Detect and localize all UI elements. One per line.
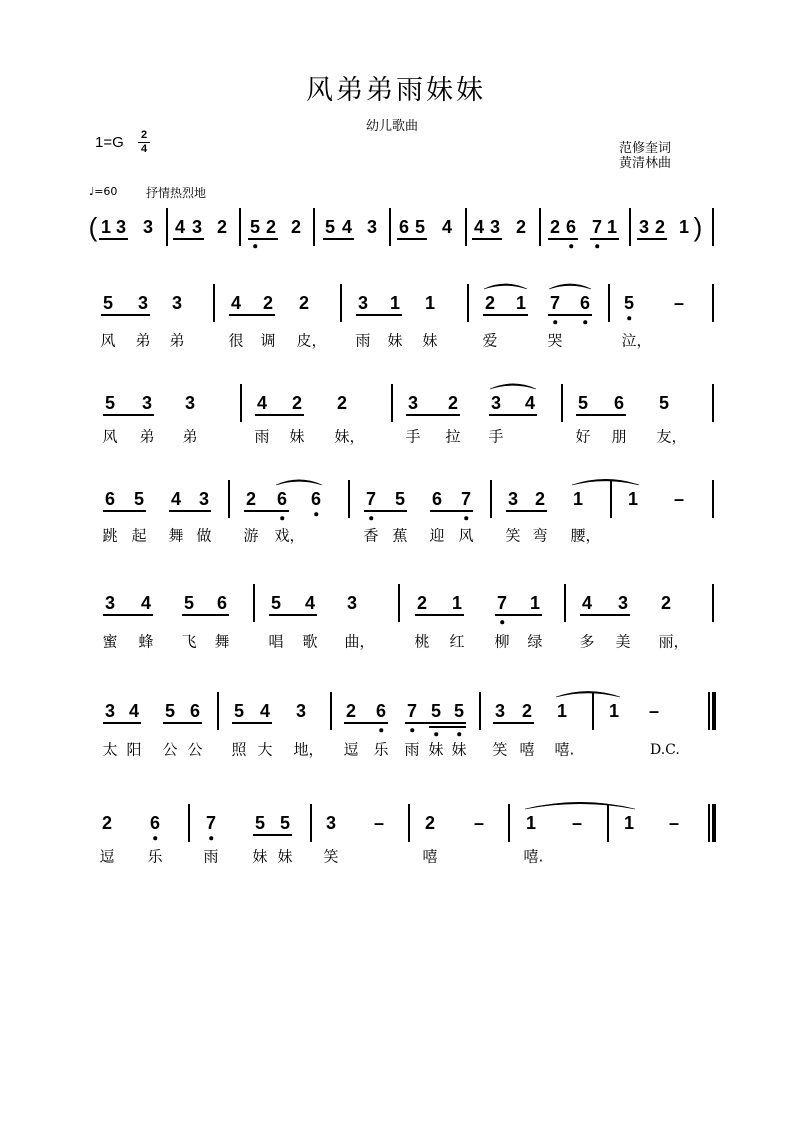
barline	[508, 804, 510, 842]
low-octave-dot	[434, 732, 438, 736]
note: 6	[104, 489, 116, 509]
note: 5	[104, 393, 116, 413]
sustain-dash: –	[668, 813, 680, 833]
note: 6	[189, 701, 201, 721]
note: 2	[515, 217, 527, 237]
lyric-syllable: 妹	[289, 427, 305, 446]
note: 4	[524, 393, 536, 413]
note: 1	[608, 701, 620, 721]
lyric-syllable: 妹	[422, 331, 438, 350]
low-octave-dot	[457, 732, 461, 736]
barline	[389, 208, 391, 246]
note: 4	[128, 701, 140, 721]
note: 3	[191, 217, 203, 237]
lyric-syllable: 弟	[139, 427, 155, 446]
note: 4	[259, 701, 271, 721]
note: 2	[265, 217, 277, 237]
note: 2	[262, 293, 274, 313]
key-signature: 1=G	[95, 134, 124, 151]
eighth-underline	[483, 314, 528, 316]
tempo-expression: 抒情热烈地	[146, 186, 207, 200]
lyric-syllable: 妹，	[334, 427, 365, 446]
note: 3	[366, 217, 378, 237]
note: 3	[171, 293, 183, 313]
lyric-syllable: 多	[579, 632, 595, 651]
note: 7	[406, 701, 418, 721]
barline	[239, 208, 241, 246]
eighth-underline	[495, 614, 542, 616]
eighth-underline	[576, 414, 626, 416]
lyric-syllable: 太	[102, 740, 118, 759]
barline	[340, 284, 342, 322]
low-octave-dot	[569, 244, 573, 248]
note: 5	[102, 293, 114, 313]
note: 2	[290, 217, 302, 237]
lyric-syllable: 大	[257, 740, 273, 759]
barline	[539, 208, 541, 246]
eighth-underline	[364, 510, 407, 512]
sustain-dash: –	[373, 813, 385, 833]
barline	[712, 584, 714, 622]
barline	[330, 692, 332, 730]
lyric-syllable: 香	[363, 526, 379, 545]
barline	[712, 480, 714, 518]
eighth-underline	[323, 238, 354, 240]
note: 6	[565, 217, 577, 237]
lyric-syllable: 公	[187, 740, 203, 759]
note: 3	[142, 217, 154, 237]
note: 5	[430, 701, 442, 721]
eighth-underline	[472, 238, 502, 240]
barline	[408, 804, 410, 842]
low-octave-dot	[314, 512, 318, 516]
eighth-underline	[103, 614, 153, 616]
note: 5	[453, 701, 465, 721]
note: 7	[591, 217, 603, 237]
low-octave-dot	[464, 516, 468, 520]
note: 3	[137, 293, 149, 313]
barline	[629, 208, 631, 246]
time-signature-numerator: 2	[140, 129, 148, 141]
lyric-syllable: 歌	[302, 632, 318, 651]
note: 1	[606, 217, 618, 237]
eighth-underline	[356, 314, 402, 316]
note: 7	[460, 489, 472, 509]
eighth-underline	[229, 314, 275, 316]
note: 6	[579, 293, 591, 313]
eighth-underline	[489, 414, 537, 416]
eighth-underline	[493, 722, 534, 724]
composer-credit: 黄清林曲	[619, 156, 672, 171]
lyric-syllable: 笑	[323, 847, 339, 866]
barline	[592, 692, 594, 730]
lyric-syllable: 逗	[343, 740, 359, 759]
note: 5	[249, 217, 261, 237]
eighth-underline	[415, 614, 464, 616]
note: 6	[613, 393, 625, 413]
song-title: 风弟弟雨妹妹	[306, 75, 486, 106]
lyric-syllable: 皮，	[296, 331, 327, 350]
lyric-syllable: 友，	[656, 427, 687, 446]
note: 6	[276, 489, 288, 509]
note: 3	[617, 593, 629, 613]
note: 4	[170, 489, 182, 509]
song-subtitle: 幼儿歌曲	[365, 119, 418, 134]
eighth-underline	[248, 238, 278, 240]
note: 2	[660, 593, 672, 613]
note: 6	[398, 217, 410, 237]
lyric-syllable: 做	[196, 526, 212, 545]
lyric-syllable: 乐	[373, 740, 389, 759]
note: 3	[357, 293, 369, 313]
eighth-underline	[506, 510, 547, 512]
eighth-underline	[169, 510, 211, 512]
eighth-underline	[244, 510, 289, 512]
lyric-syllable: 舞	[168, 526, 184, 545]
final-barline-thick	[712, 692, 716, 730]
lyric-syllable: 爱	[482, 331, 498, 350]
sustain-dash: –	[571, 813, 583, 833]
note: 4	[256, 393, 268, 413]
note: 2	[416, 593, 428, 613]
lyric-syllable: 嘻	[422, 847, 438, 866]
lyric-syllable: 风	[102, 427, 118, 446]
note: 1	[525, 813, 537, 833]
lyric-syllable: 逗	[99, 847, 115, 866]
lyric-syllable: 照	[231, 740, 247, 759]
note: 6	[375, 701, 387, 721]
lyric-syllable: 红	[449, 632, 465, 651]
note: 6	[149, 813, 161, 833]
note: 3	[104, 701, 116, 721]
lyric-syllable: 笑	[492, 740, 508, 759]
barline	[712, 208, 714, 246]
note: 6	[310, 489, 322, 509]
note: 3	[295, 701, 307, 721]
low-octave-dot	[553, 320, 557, 324]
eighth-underline	[397, 238, 427, 240]
lyric-syllable: 好	[575, 427, 591, 446]
note: 3	[325, 813, 337, 833]
eighth-underline	[406, 414, 460, 416]
low-octave-dot	[253, 244, 257, 248]
lyric-syllable: 风	[100, 331, 116, 350]
eighth-underline	[182, 614, 229, 616]
note: 7	[549, 293, 561, 313]
eighth-underline	[548, 314, 592, 316]
barline	[490, 480, 492, 518]
barline	[213, 284, 215, 322]
note: 2	[534, 489, 546, 509]
note: 2	[101, 813, 113, 833]
lyric-syllable: 调	[260, 331, 276, 350]
lyric-syllable: 手	[488, 427, 504, 446]
note: 2	[345, 701, 357, 721]
barline	[607, 804, 609, 842]
lyric-syllable: 绿	[527, 632, 543, 651]
lyric-syllable: 弟	[169, 331, 185, 350]
note: 5	[233, 701, 245, 721]
final-barline-thick	[712, 804, 716, 842]
low-octave-dot	[583, 320, 587, 324]
lyricist-credit: 范修奎词	[619, 141, 672, 156]
low-octave-dot	[280, 516, 284, 520]
sustain-dash: –	[673, 489, 685, 509]
lyric-syllable: 地，	[293, 740, 324, 759]
sixteenth-underline	[429, 726, 466, 728]
low-octave-dot	[369, 516, 373, 520]
lyric-syllable: 雨	[355, 331, 371, 350]
lyric-syllable: 弯	[532, 526, 548, 545]
lyric-syllable: 柳	[494, 632, 510, 651]
lyric-syllable: 丽，	[658, 632, 689, 651]
low-octave-dot	[500, 620, 504, 624]
note: 5	[658, 393, 670, 413]
note: 1	[529, 593, 541, 613]
barline	[564, 584, 566, 622]
barline	[610, 480, 612, 518]
note: 2	[336, 393, 348, 413]
note: 3	[346, 593, 358, 613]
note: 3	[490, 393, 502, 413]
open-parenthesis: (	[88, 212, 98, 242]
eighth-underline	[253, 834, 292, 836]
note: 3	[407, 393, 419, 413]
note: 2	[298, 293, 310, 313]
barline	[467, 284, 469, 322]
eighth-underline	[103, 414, 154, 416]
note: 3	[638, 217, 650, 237]
sustain-dash: –	[648, 701, 660, 721]
note: 4	[441, 217, 453, 237]
note: 2	[291, 393, 303, 413]
lyric-syllable: 风	[458, 526, 474, 545]
note: 1	[424, 293, 436, 313]
note: 2	[424, 813, 436, 833]
lyric-syllable: 曲，	[344, 632, 375, 651]
note: 3	[494, 701, 506, 721]
lyric-syllable: 美	[615, 632, 631, 651]
sustain-dash: –	[473, 813, 485, 833]
note: 5	[183, 593, 195, 613]
final-barline-thin	[708, 804, 710, 842]
note: 1	[572, 489, 584, 509]
lyric-syllable: 很	[228, 331, 244, 350]
eighth-underline	[103, 722, 141, 724]
note: 3	[141, 393, 153, 413]
note: 1	[623, 813, 635, 833]
lyric-syllable: 乐	[147, 847, 163, 866]
barline	[310, 804, 312, 842]
note: 4	[304, 593, 316, 613]
eighth-underline	[405, 722, 466, 724]
note: 4	[174, 217, 186, 237]
tempo-mark: ♩=60	[89, 185, 118, 198]
low-octave-dot	[153, 836, 157, 840]
lyric-syllable: 嘻.	[523, 847, 544, 866]
barline	[479, 692, 481, 730]
lyric-syllable: 妹	[451, 740, 467, 759]
lyric-syllable: 蜜	[102, 632, 118, 651]
barline	[398, 584, 400, 622]
lyric-syllable: 雨	[203, 847, 219, 866]
note: 1	[678, 217, 690, 237]
lyric-syllable: 手	[405, 427, 421, 446]
lyric-syllable: 妹	[387, 331, 403, 350]
lyric-syllable: 雨	[404, 740, 420, 759]
eighth-underline	[637, 238, 667, 240]
note: 1	[451, 593, 463, 613]
lyric-syllable: 腰，	[570, 526, 601, 545]
note: 4	[473, 217, 485, 237]
note: 7	[496, 593, 508, 613]
note: 4	[581, 593, 593, 613]
lyric-syllable: 游	[243, 526, 259, 545]
lyric-syllable: 公	[162, 740, 178, 759]
note: 5	[414, 217, 426, 237]
eighth-underline	[103, 510, 146, 512]
barline	[348, 480, 350, 518]
barline	[166, 208, 168, 246]
barline	[608, 284, 610, 322]
eighth-underline	[163, 722, 202, 724]
lyric-syllable: 蜂	[138, 632, 154, 651]
note: 3	[104, 593, 116, 613]
note: 3	[198, 489, 210, 509]
barline	[188, 804, 190, 842]
lyric-syllable: 嘻	[519, 740, 535, 759]
lyric-syllable: 阳	[126, 740, 142, 759]
eighth-underline	[430, 510, 473, 512]
note: 2	[216, 217, 228, 237]
barline	[465, 208, 467, 246]
lyric-syllable: 桃	[414, 632, 430, 651]
lyric-syllable: 哭	[547, 331, 563, 350]
note: 2	[549, 217, 561, 237]
low-octave-dot	[627, 316, 631, 320]
note: 2	[521, 701, 533, 721]
lyric-syllable: 笑	[505, 526, 521, 545]
note: 2	[484, 293, 496, 313]
note: 3	[489, 217, 501, 237]
note: 2	[447, 393, 459, 413]
eighth-underline	[99, 238, 128, 240]
barline	[228, 480, 230, 518]
barline	[240, 384, 242, 422]
note: 1	[100, 217, 112, 237]
low-octave-dot	[410, 728, 414, 732]
lyric-syllable: 嘻.	[554, 740, 575, 759]
note: 6	[216, 593, 228, 613]
note: 1	[556, 701, 568, 721]
lyric-syllable: 雨	[254, 427, 270, 446]
lyric-syllable: 弟	[135, 331, 151, 350]
lyric-syllable: 泣，	[621, 331, 652, 350]
lyric-syllable: 唱	[268, 632, 284, 651]
note: 1	[515, 293, 527, 313]
lyric-syllable: 跳	[102, 526, 118, 545]
close-parenthesis: )	[693, 212, 703, 242]
barline	[217, 692, 219, 730]
note: 5	[623, 293, 635, 313]
lyric-syllable: 飞	[181, 632, 197, 651]
note: 5	[270, 593, 282, 613]
note: 5	[164, 701, 176, 721]
note: 1	[389, 293, 401, 313]
barline	[712, 384, 714, 422]
note: 5	[254, 813, 266, 833]
barline	[391, 384, 393, 422]
barline	[712, 284, 714, 322]
note: 4	[140, 593, 152, 613]
eighth-underline	[580, 614, 630, 616]
eighth-underline	[344, 722, 388, 724]
final-barline-thin	[708, 692, 710, 730]
low-octave-dot	[379, 728, 383, 732]
note: 2	[654, 217, 666, 237]
low-octave-dot	[595, 244, 599, 248]
eighth-underline	[548, 238, 578, 240]
barline	[313, 208, 315, 246]
lyric-syllable: 弟	[182, 427, 198, 446]
lyric-syllable: 妹	[277, 847, 293, 866]
note: 5	[324, 217, 336, 237]
note: 3	[115, 217, 127, 237]
lyric-syllable: 迎	[429, 526, 445, 545]
barline	[561, 384, 563, 422]
note: 6	[431, 489, 443, 509]
lyric-syllable: 戏，	[274, 526, 305, 545]
low-octave-dot	[209, 836, 213, 840]
eighth-underline	[232, 722, 272, 724]
time-signature-denominator: 4	[140, 143, 148, 155]
lyric-syllable: 妹	[252, 847, 268, 866]
note: 2	[245, 489, 257, 509]
note: 3	[184, 393, 196, 413]
barline	[253, 584, 255, 622]
note: 3	[507, 489, 519, 509]
note: 5	[279, 813, 291, 833]
note: 4	[341, 217, 353, 237]
lyric-syllable: 拉	[445, 427, 461, 446]
lyric-syllable: 起	[131, 526, 147, 545]
eighth-underline	[255, 414, 304, 416]
note: 5	[133, 489, 145, 509]
note: 7	[365, 489, 377, 509]
note: 5	[394, 489, 406, 509]
eighth-underline	[173, 238, 204, 240]
lyric-syllable: 朋	[611, 427, 627, 446]
lyric-syllable: 蕉	[392, 526, 408, 545]
eighth-underline	[101, 314, 150, 316]
lyric-syllable: 妹	[428, 740, 444, 759]
note: 5	[577, 393, 589, 413]
note: 4	[230, 293, 242, 313]
note: 1	[627, 489, 639, 509]
eighth-underline	[590, 238, 619, 240]
da-capo-mark: D.C.	[650, 742, 680, 758]
sustain-dash: –	[673, 293, 685, 313]
eighth-underline	[269, 614, 317, 616]
note: 7	[205, 813, 217, 833]
lyric-syllable: 舞	[214, 632, 230, 651]
